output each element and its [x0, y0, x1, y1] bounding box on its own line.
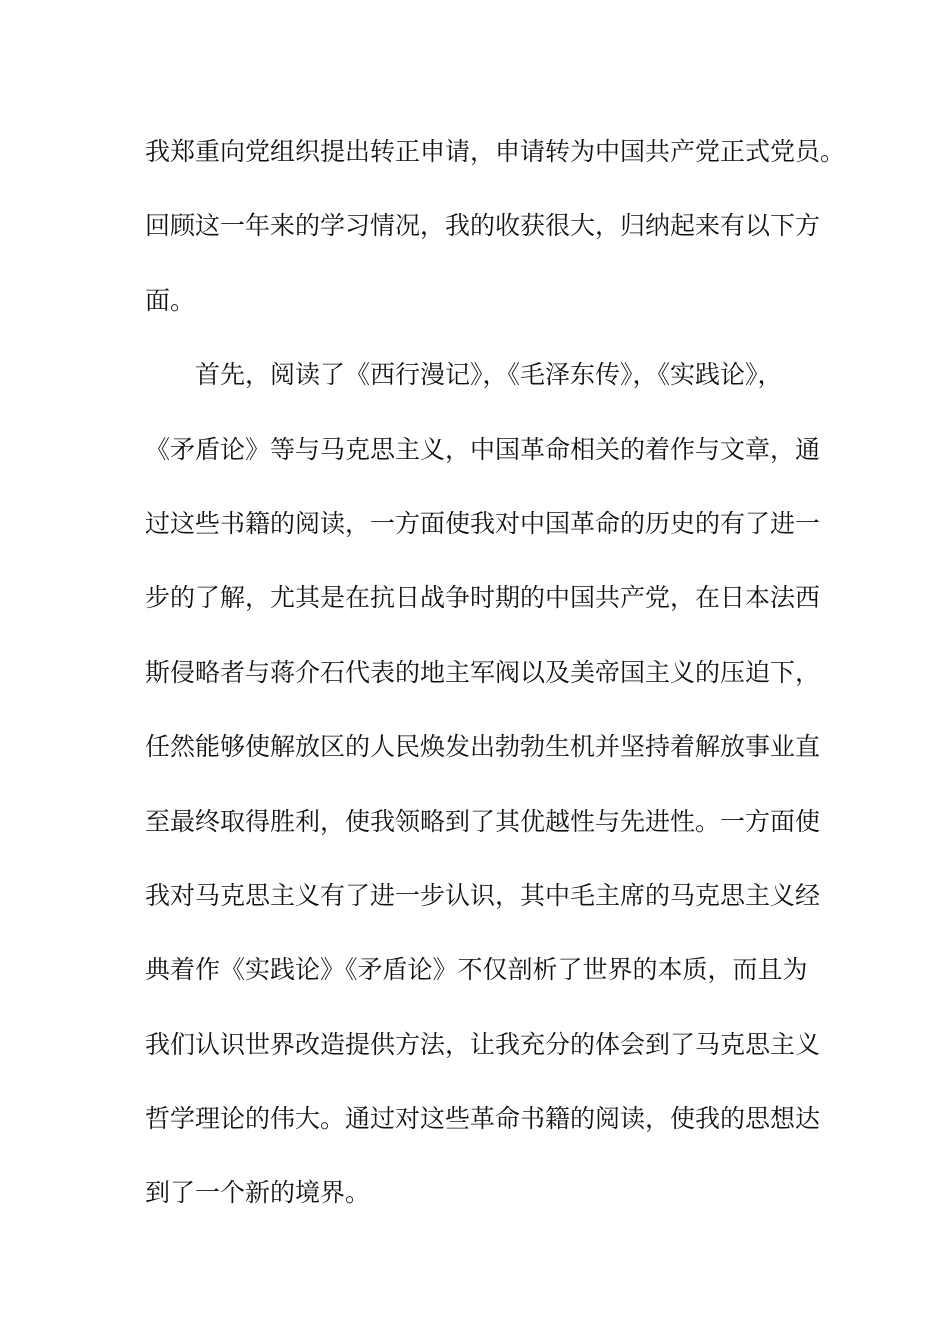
text-line: 步的了解，尤其是在抗日战争时期的中国共产党，在日本法西	[145, 583, 821, 613]
text-line: 到了一个新的境界。	[145, 1178, 371, 1208]
text-line: 任然能够使解放区的人民焕发出勃勃生机并坚持着解放事业直	[145, 732, 821, 762]
text-line: 我们认识世界改造提供方法，让我充分的体会到了马克思主义	[145, 1029, 821, 1059]
text-line: 过这些书籍的阅读，一方面使我对中国革命的历史的有了进一	[145, 508, 821, 538]
text-line: 我对马克思主义有了进一步认识，其中毛主席的马克思主义经	[145, 880, 821, 910]
text-line: 斯侵略者与蒋介石代表的地主军阀以及美帝国主义的压迫下，	[145, 657, 821, 687]
text-line: 《矛盾论》等与马克思主义，中国革命相关的着作与文章，通	[145, 434, 821, 464]
text-line: 回顾这一年来的学习情况，我的收获很大，归纳起来有以下方	[145, 211, 821, 241]
text-line: 至最终取得胜利，使我领略到了其优越性与先进性。一方面使	[145, 806, 821, 836]
text-line: 我郑重向党组织提出转正申请，申请转为中国共产党正式党员。	[145, 137, 846, 166]
paragraph-first-line: 首先，阅读了《西行漫记》，《毛泽东传》，《实践论》，	[195, 360, 783, 390]
body-text	[145, 130, 845, 1246]
text-line: 面。	[145, 285, 196, 315]
text-line: 典着作《实践论》《矛盾论》不仅剖析了世界的本质，而且为	[145, 955, 808, 985]
text-line: 哲学理论的伟大。通过对这些革命书籍的阅读，使我的思想达	[145, 1104, 821, 1134]
